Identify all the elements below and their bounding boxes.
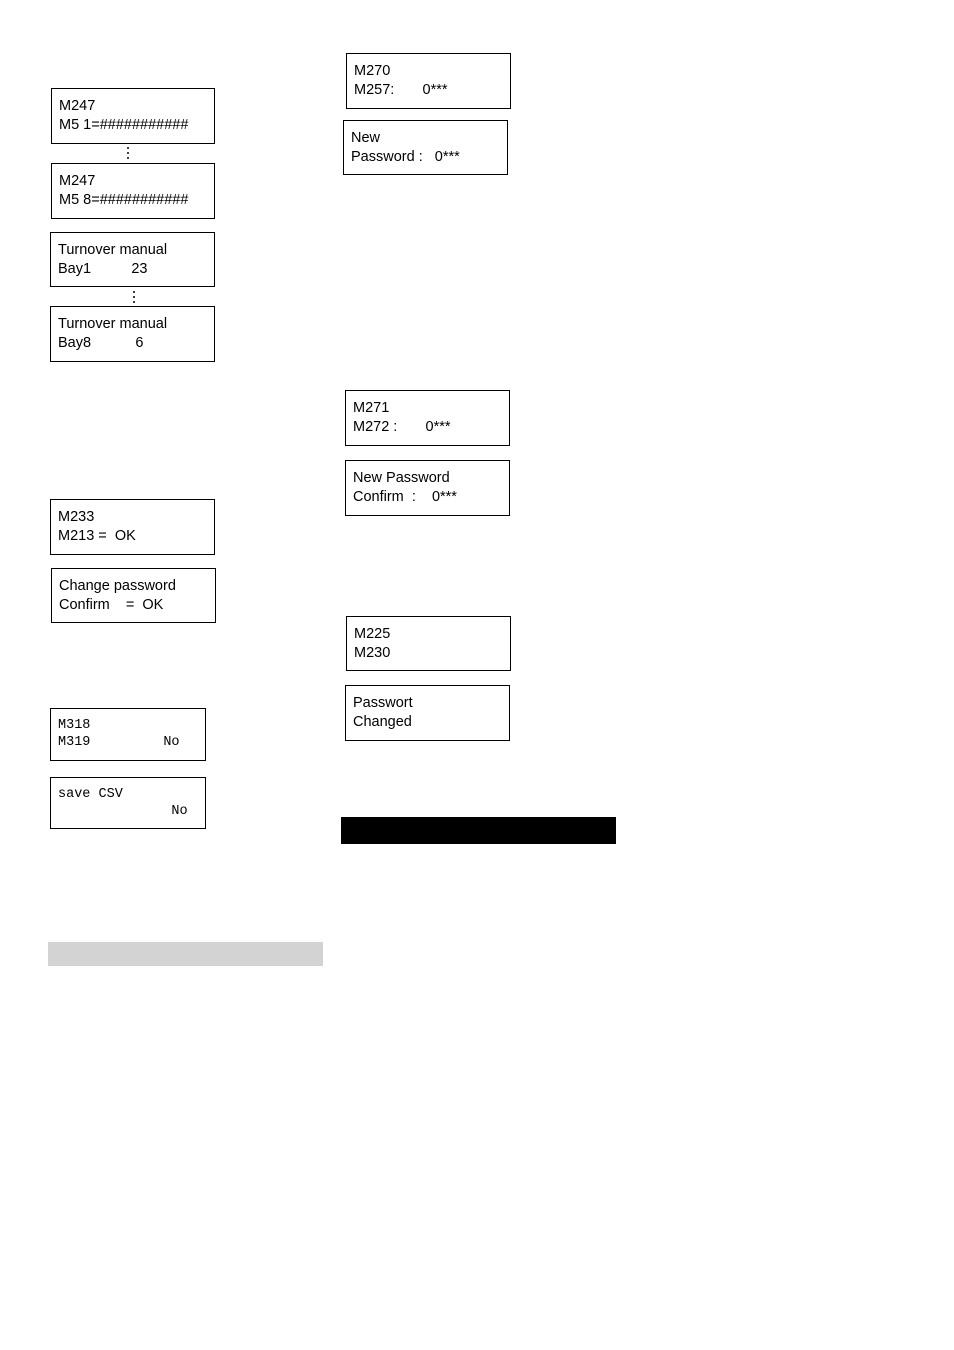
display-line-1: Change password [59,578,176,594]
display-line-2: Changed [353,713,412,730]
display-line-2: Bay8 6 [58,334,144,351]
lcd-display-new-password-confirm [345,460,510,516]
lcd-display-m233 [50,499,215,555]
lcd-display-passwort-changed [345,685,510,741]
display-line-1: M271 [353,400,390,416]
vertical-ellipsis-icon [125,147,131,159]
lcd-display-turnover-last [50,306,215,362]
lcd-display-m225 [346,616,511,671]
section-header-bar-gray [48,942,323,966]
display-line-1: New Password [353,470,450,486]
display-line-1: save CSV [58,787,123,802]
display-line-1: Passwort [353,695,413,711]
display-line-1: M270 [354,63,391,79]
display-line-2: No [58,804,188,819]
display-line-2: M230 [354,644,391,661]
lcd-display-m247-last [51,163,215,219]
display-line-1: Turnover manual [58,316,168,332]
display-line-2: M213 = OK [58,527,136,544]
display-line-2: Password : 0*** [351,148,460,165]
display-line-2: M5 8=########### [59,191,189,208]
lcd-display-m270 [346,53,511,109]
display-line-2: M272 : 0*** [353,418,451,435]
display-line-1: M247 [59,98,96,114]
lcd-display-new-password [343,120,508,175]
display-line-1: M318 [58,718,91,733]
display-line-1: Turnover manual [58,242,168,258]
section-header-bar-black [341,817,616,844]
display-line-2: Bay1 23 [58,260,148,277]
lcd-display-m271 [345,390,510,446]
display-line-2: M257: 0*** [354,81,448,98]
display-line-2: Confirm = OK [59,596,164,613]
display-line-1: New [351,130,381,146]
display-line-1: M247 [59,173,96,189]
lcd-display-change-password [51,568,216,623]
display-line-2: Confirm : 0*** [353,488,457,505]
lcd-display-m247-first [51,88,215,144]
lcd-display-m318 [50,708,206,761]
display-line-1: M233 [58,509,95,525]
display-line-2: M5 1=########### [59,116,189,133]
display-line-1: M225 [354,626,391,642]
display-line-2: M319 No [58,735,180,750]
lcd-display-save-csv [50,777,206,829]
lcd-display-turnover-first [50,232,215,287]
vertical-ellipsis-icon [131,291,137,303]
